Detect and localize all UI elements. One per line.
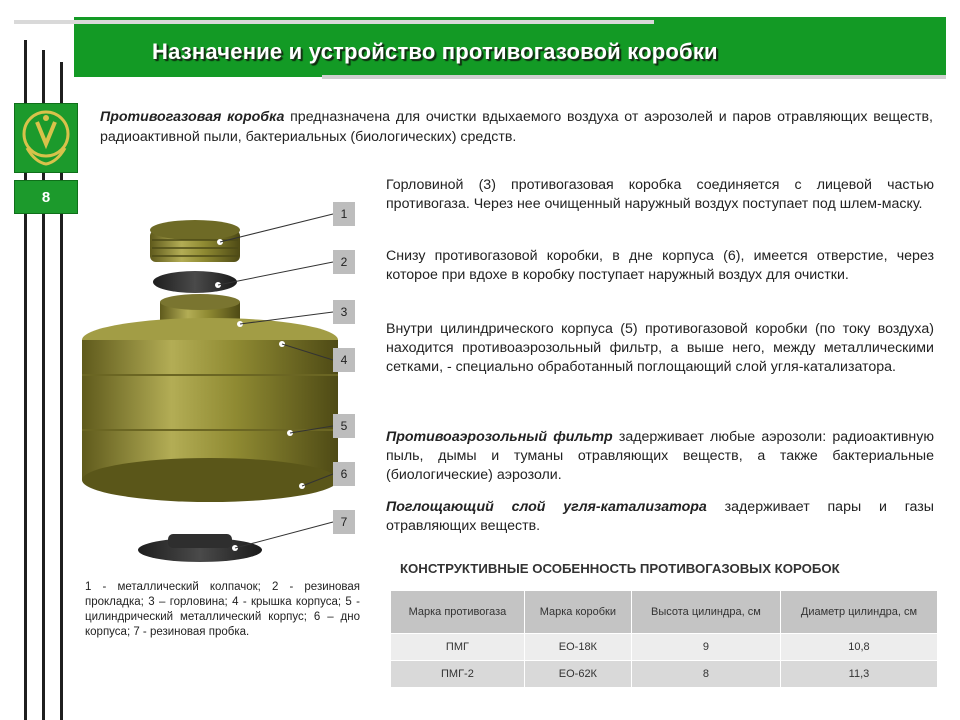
intro-paragraph — [100, 107, 933, 147]
table-cell: 11,3 — [780, 661, 937, 688]
figure-caption: 1 - металлический колпачок; 2 - резиновая прокладка; 3 – горловина; 4 - крышка корпуса; 5 - цилиндрический металлический корпус; 6 – дно корпуса; 7 - резиновая пробка. — [85, 581, 360, 638]
table-cell: 8 — [631, 661, 780, 688]
page-number-badge: 8 — [14, 180, 78, 214]
paragraph-bottom: Снизу противогазовой коробки, в дне корпуса (6), имеется отверстие, через которое при вдохе в коробку поступает наружный воздух для очистки. — [386, 248, 934, 283]
callout-4: 4 — [333, 348, 355, 372]
page-title: Назначение и устройство противогазовой коробки — [152, 39, 718, 64]
coal-text: задерживает пары и газы отравляющих веществ. — [386, 499, 934, 534]
coal-lead: Поглощающий слой угля-катализатора — [386, 499, 707, 515]
intro-text: предназначена для очистки вдыхаемого воздуха от аэрозолей и паров отравляющих веществ, радиоактивной пыли, бактериальных (биологических) средств. — [100, 109, 933, 145]
paragraph-inside: Внутри цилиндрического корпуса (5) противогазовой коробки (по току воздуха) находится противоаэрозольный фильтр, а выше него, между металлическими сетками, - специально обработанный поглощающий слой угля-катализатора. — [386, 321, 934, 375]
header-underline — [322, 75, 946, 79]
callout-3: 3 — [333, 300, 355, 324]
table-row — [391, 634, 938, 661]
table-header-row — [391, 591, 938, 634]
col-header-height: Высота цилиндра, см — [631, 591, 780, 634]
col-header-diameter: Диаметр цилиндра, см — [780, 591, 937, 634]
table-cell: ЕО-18К — [524, 634, 631, 661]
table-cell: ПМГ — [391, 634, 525, 661]
canister-illustration — [70, 190, 360, 570]
emblem-logo — [14, 103, 78, 173]
table-cell: 10,8 — [780, 634, 937, 661]
table-row — [391, 661, 938, 688]
intro-lead: Противогазовая коробка — [100, 109, 285, 125]
table-cell: 9 — [631, 634, 780, 661]
wreath-emblem-icon — [15, 104, 77, 172]
callout-1: 1 — [333, 202, 355, 226]
spec-table — [390, 590, 938, 688]
gas-canister-picture — [70, 190, 360, 570]
paragraph-filter — [386, 428, 934, 485]
col-header-box-model: Марка коробки — [524, 591, 631, 634]
filter-text: задерживает любые аэрозоли: радиоактивную пыль, дымы и туманы отравляющих веществ, а также бактериальные (биологические) аэрозоли. — [386, 429, 935, 483]
callout-5: 5 — [333, 414, 355, 438]
filter-lead: Противоаэрозольный фильтр — [386, 429, 613, 445]
callout-7: 7 — [333, 510, 355, 534]
table-cell: ПМГ-2 — [391, 661, 525, 688]
callout-6: 6 — [333, 462, 355, 486]
table-cell: ЕО-62К — [524, 661, 631, 688]
paragraph-coal-layer — [386, 498, 934, 536]
paragraph-neck: Горловиной (3) противогазовая коробка соединяется с лицевой частью противогаза. Через нее очищенный наружный воздух поступает под шлем-маску. — [386, 177, 934, 212]
col-header-mask-model: Марка противогаза — [391, 591, 525, 634]
header-stripe — [14, 20, 654, 24]
table-title: КОНСТРУКТИВНЫЕ ОСОБЕННОСТЬ ПРОТИВОГАЗОВЫХ КОРОБОК — [400, 561, 840, 576]
callout-2: 2 — [333, 250, 355, 274]
